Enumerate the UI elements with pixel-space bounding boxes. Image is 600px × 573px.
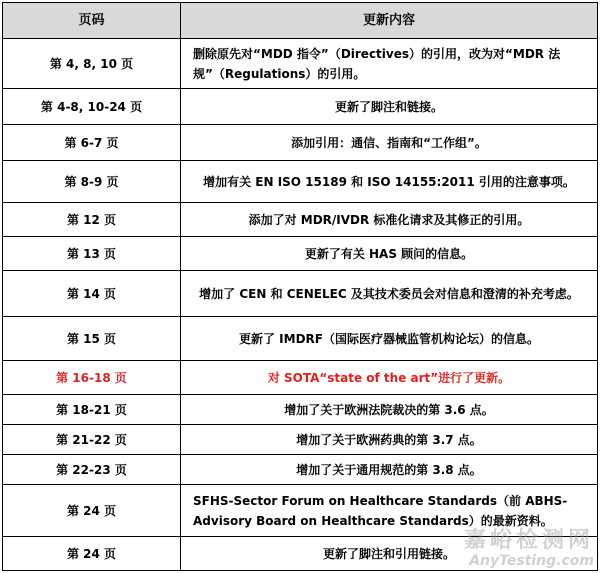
- row-description: 对 SOTA“state of the art”进行了更新。: [181, 361, 598, 395]
- watermark-en-text: AnyTesting.com: [469, 553, 594, 569]
- table-row: [3, 317, 598, 361]
- row-description: 删除原先对“MDD 指令”（Directives）的引用，改为对“MDR 法规”（Regulations）的引用。: [181, 39, 598, 89]
- row-description: 更新了有关 HAS 顾问的信息。: [181, 237, 598, 271]
- table-row: [3, 237, 598, 271]
- row-description: 添加了对 MDR/IVDR 标准化请求及其修正的引用。: [181, 203, 598, 237]
- header-changes: 更新内容: [181, 3, 598, 39]
- table-row: [3, 425, 598, 455]
- row-description: 增加了 CEN 和 CENELEC 及其技术委员会对信息和澄清的补充考虑。: [181, 271, 598, 317]
- row-pages: 第 8-9 页: [3, 161, 181, 203]
- table-row: [3, 395, 598, 425]
- row-pages: 第 24 页: [3, 485, 181, 537]
- table-row: [3, 125, 598, 161]
- row-pages: 第 13 页: [3, 237, 181, 271]
- row-description: 增加了关于欧洲药典的第 3.7 点。: [181, 425, 598, 455]
- table-header-row: [3, 3, 598, 39]
- row-pages: 第 4-8, 10-24 页: [3, 89, 181, 125]
- row-description: 增加了关于欧洲法院裁决的第 3.6 点。: [181, 395, 598, 425]
- table-row: [3, 455, 598, 485]
- table-row: [3, 537, 598, 571]
- row-description: 增加有关 EN ISO 15189 和 ISO 14155:2011 引用的注意事项。: [181, 161, 598, 203]
- row-description: SFHS-Sector Forum on Healthcare Standards（前 ABHS-Advisory Board on Healthcare Standards）的最新资料。: [181, 485, 598, 537]
- table-row: [3, 89, 598, 125]
- row-pages: 第 14 页: [3, 271, 181, 317]
- row-pages: 第 24 页: [3, 537, 181, 571]
- row-pages: 第 12 页: [3, 203, 181, 237]
- table-row-highlighted: [3, 361, 598, 395]
- row-description: 更新了脚注和引用链接。: [181, 537, 598, 571]
- table-row: [3, 39, 598, 89]
- table-row: [3, 485, 598, 537]
- row-pages: 第 16-18 页: [3, 361, 181, 395]
- table-row: [3, 161, 598, 203]
- change-log-table: [2, 2, 598, 571]
- row-description: 增加了关于通用规范的第 3.8 点。: [181, 455, 598, 485]
- row-pages: 第 4, 8, 10 页: [3, 39, 181, 89]
- header-pages: 页码: [3, 3, 181, 39]
- row-pages: 第 22-23 页: [3, 455, 181, 485]
- row-description: 更新了脚注和链接。: [181, 89, 598, 125]
- watermark-cn-text: 嘉峪检测网: [463, 528, 594, 553]
- table-row: [3, 203, 598, 237]
- row-pages: 第 18-21 页: [3, 395, 181, 425]
- row-description: 更新了 IMDRF（国际医疗器械监管机构论坛）的信息。: [181, 317, 598, 361]
- row-pages: 第 15 页: [3, 317, 181, 361]
- row-pages: 第 6-7 页: [3, 125, 181, 161]
- row-pages: 第 21-22 页: [3, 425, 181, 455]
- row-description: 添加引用：通信、指南和“工作组”。: [181, 125, 598, 161]
- table-row: [3, 271, 598, 317]
